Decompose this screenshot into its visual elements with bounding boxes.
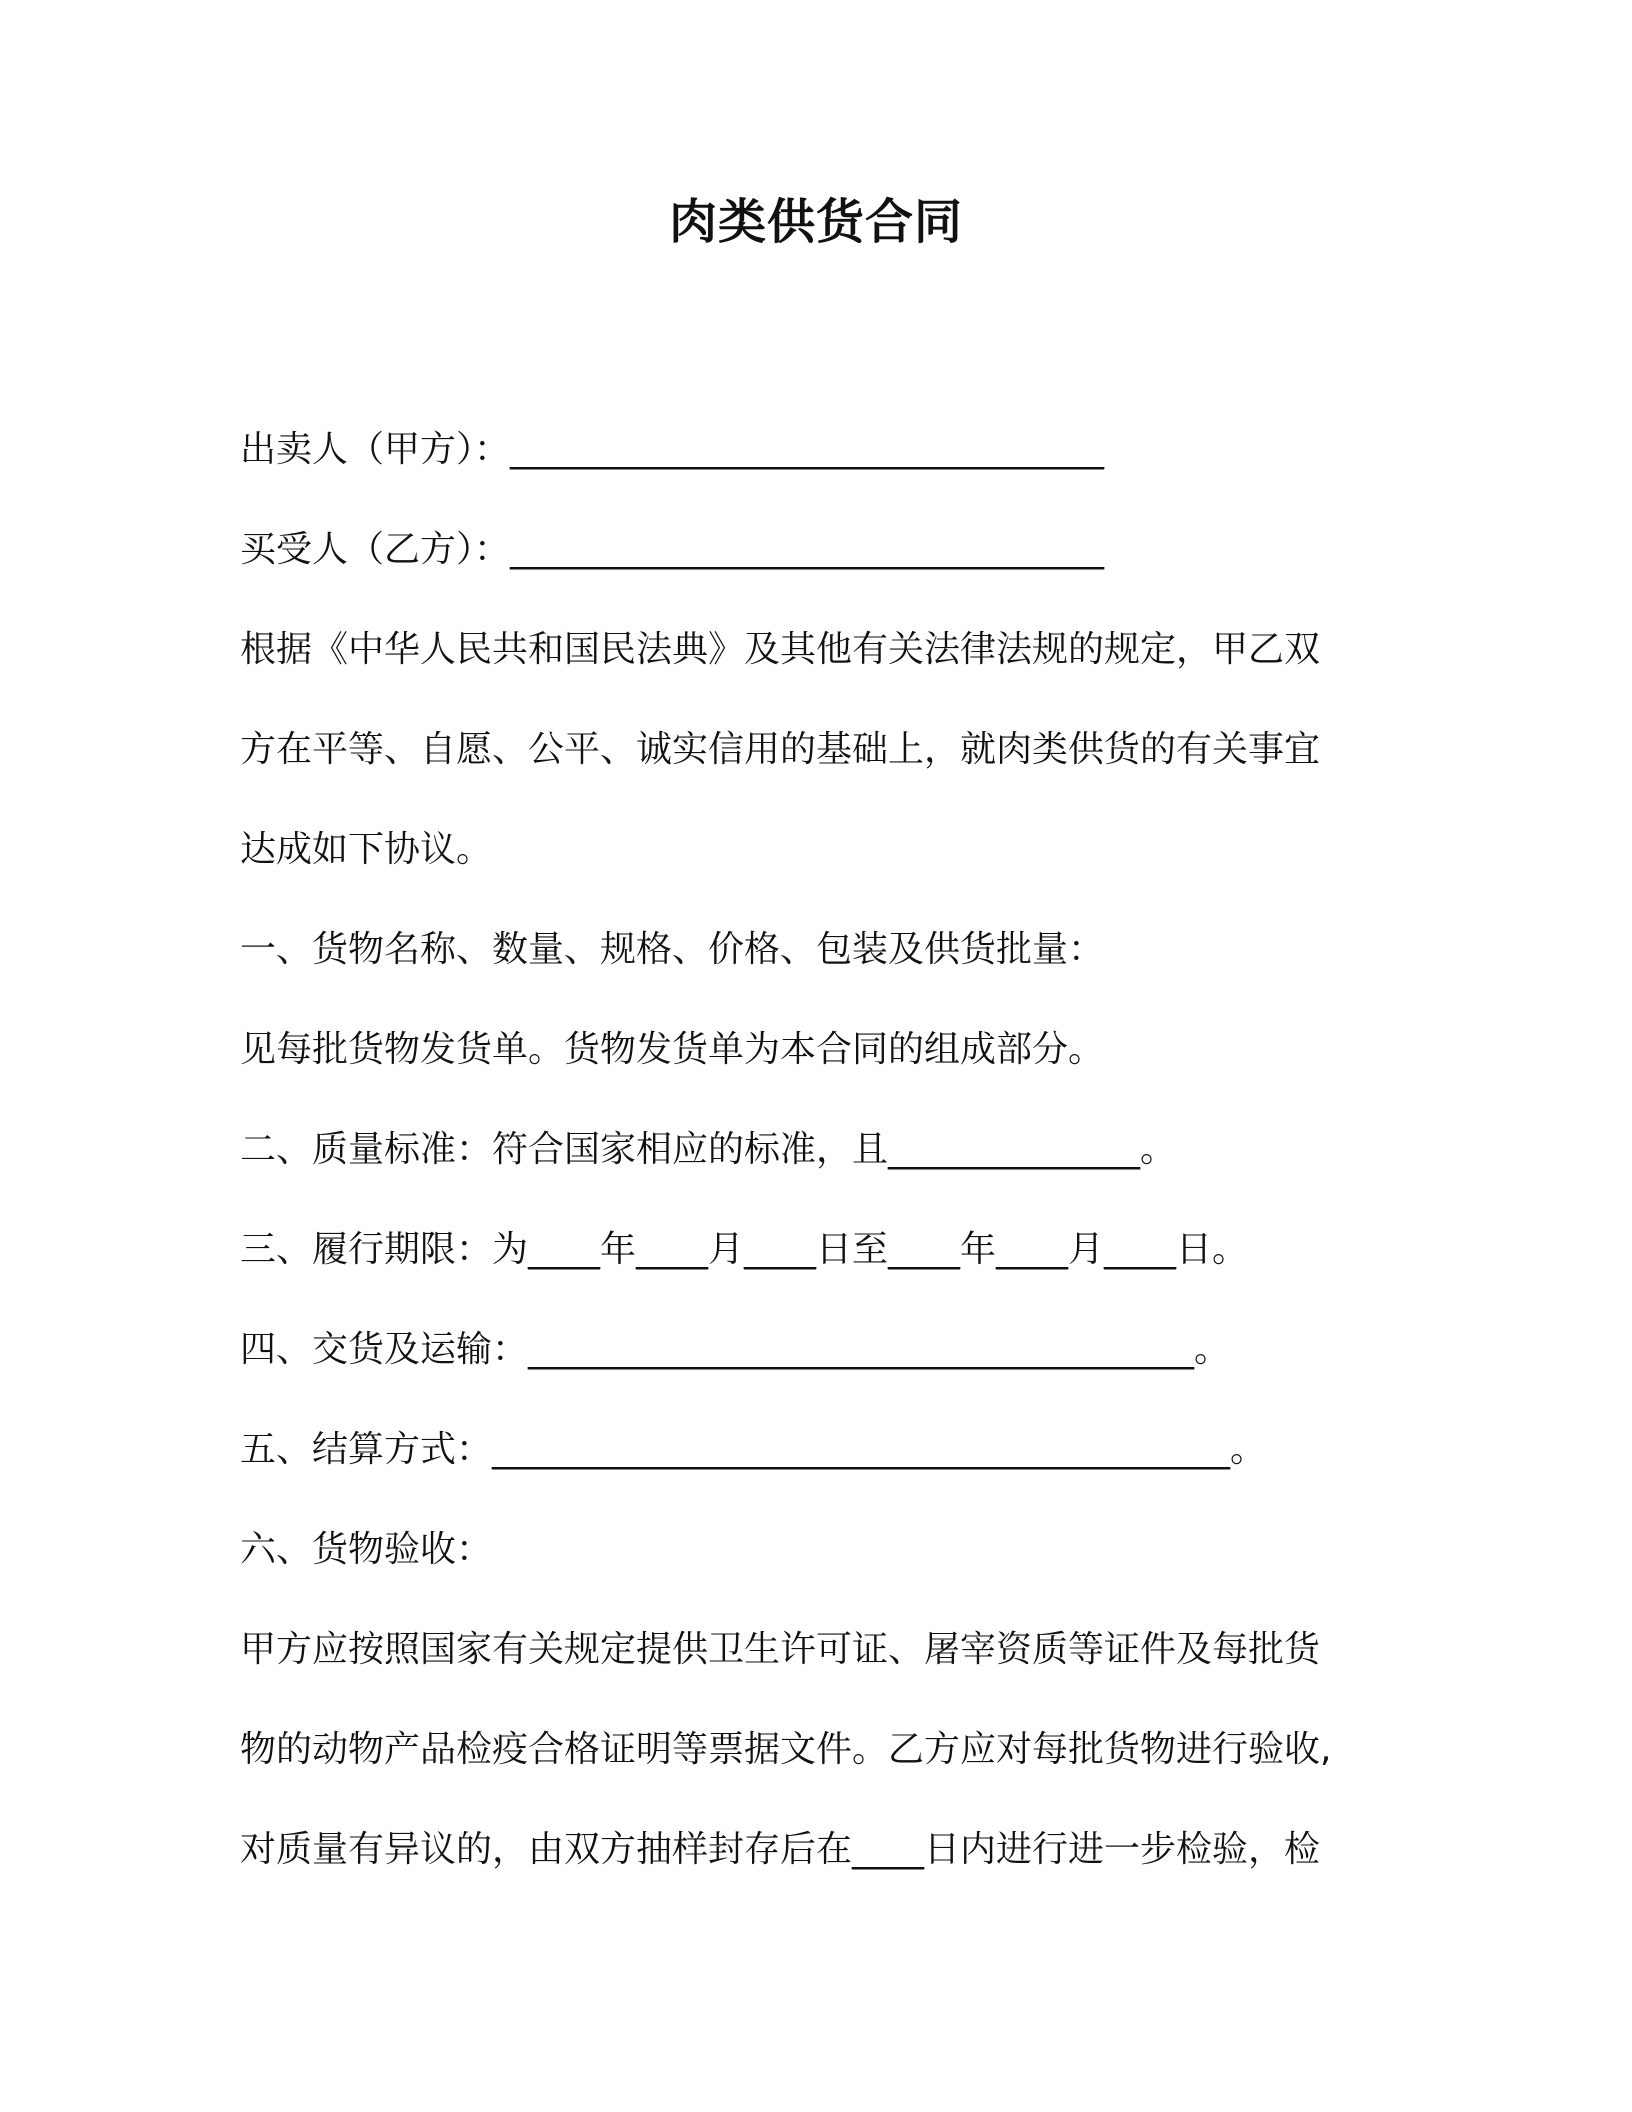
clause-6-body-line-2: 物的动物产品检疫合格证明等票据文件。乙方应对每批货物进行验收, xyxy=(240,1729,1332,1770)
preamble-line-1: 根据《中华人民共和国民法典》及其他有关法律法规的规定，甲乙双 xyxy=(240,629,1321,670)
clause-1-heading: 一、货物名称、数量、规格、价格、包装及供货批量： xyxy=(240,929,1105,970)
seller-line: 出卖人（甲方）：_________________________________ xyxy=(240,429,1105,470)
clause-6-body-line-3: 对质量有异议的，由双方抽样封存后在____日内进行进一步检验，检 xyxy=(240,1829,1321,1870)
clause-2: 二、质量标准：符合国家相应的标准，且______________。 xyxy=(240,1129,1177,1170)
clause-1-body: 见每批货物发货单。货物发货单为本合同的组成部分。 xyxy=(240,1029,1105,1070)
preamble-line-3: 达成如下协议。 xyxy=(240,829,493,870)
document-title: 肉类供货合同 xyxy=(668,194,963,250)
clause-3: 三、履行期限：为____年____月____日至____年____月____日。 xyxy=(240,1229,1249,1270)
clause-5: 五、结算方式：_________________________________________。 xyxy=(240,1429,1267,1470)
clause-6-heading: 六、货物验收： xyxy=(240,1529,493,1570)
preamble-line-2: 方在平等、自愿、公平、诚实信用的基础上，就肉类供货的有关事宜 xyxy=(240,729,1321,770)
clause-4: 四、交货及运输：_____________________________________。 xyxy=(240,1329,1231,1370)
buyer-line: 买受人（乙方）：_________________________________ xyxy=(240,529,1105,570)
clause-6-body-line-1: 甲方应按照国家有关规定提供卫生许可证、屠宰资质等证件及每批货 xyxy=(240,1629,1321,1670)
